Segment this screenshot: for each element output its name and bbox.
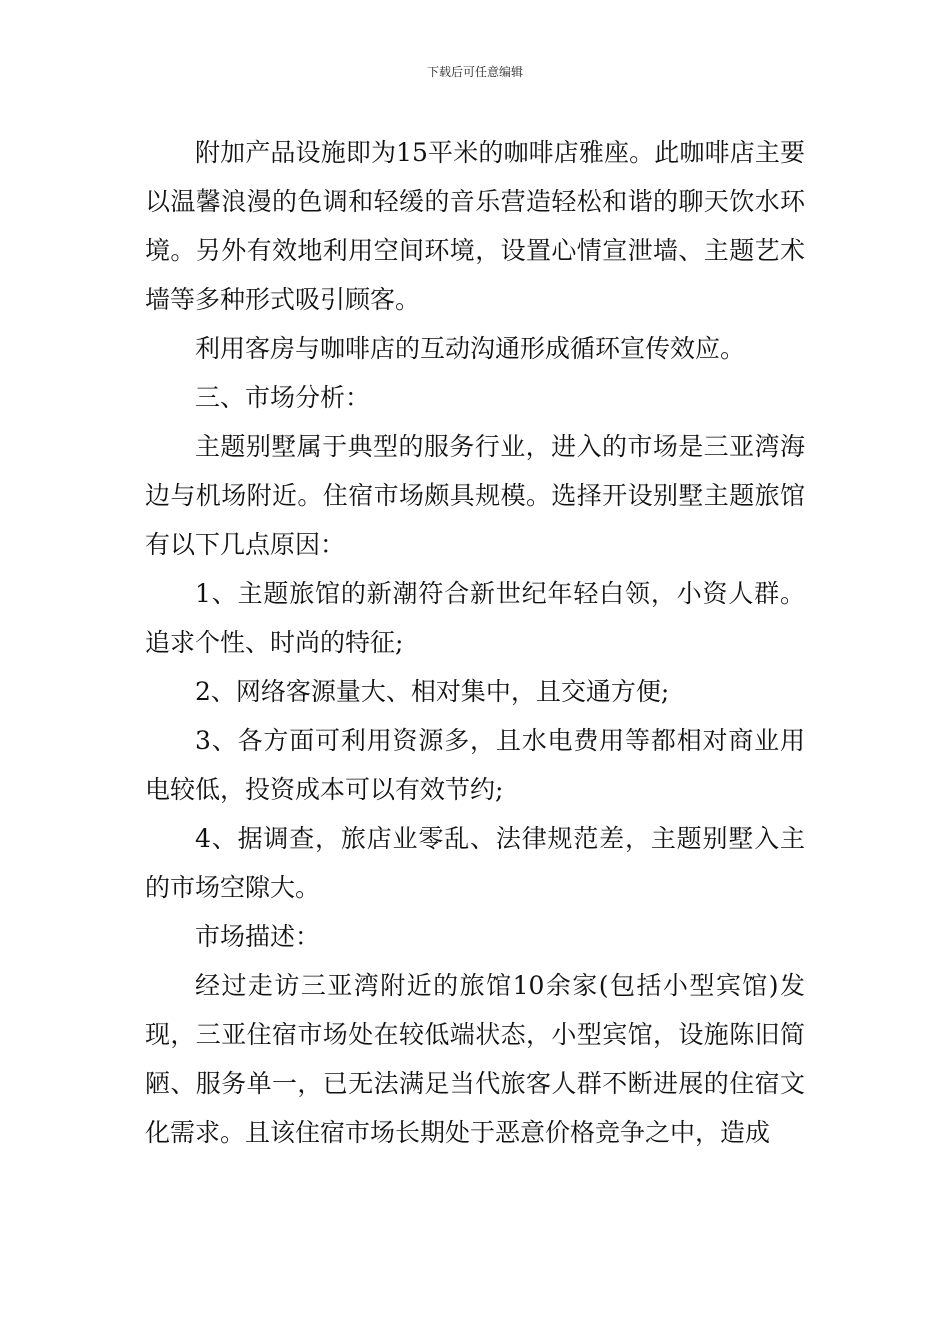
list-item-reason-2: 2、网络客源量大、相对集中，且交通方便;	[195, 677, 670, 706]
paragraph-market-description: 经过走访三亚湾附近的旅馆10余家(包括小型宾馆)发现，三亚住宿市场处在较低端状态，小型宾馆，设施陈旧简陋、服务单一，已无法满足当代旅客人群不断进展的住宿文化需求。且该住宿市场长期处于恶意价格竞争之中，造成	[145, 971, 805, 1147]
page-header: 下载后可任意编辑	[426, 65, 523, 79]
paragraph-promotion: 利用客房与咖啡店的互动沟通形成循环宣传效应。	[195, 334, 746, 363]
list-item-reason-3: 3、各方面可利用资源多，且水电费用等都相对商业用电较低，投资成本可以有效节约;	[145, 726, 805, 804]
list-item-reason-1: 1、主题旅馆的新潮符合新世纪年轻白领，小资人群。追求个性、时尚的特征;	[145, 579, 805, 657]
paragraph-coffee-shop: 附加产品设施即为15平米的咖啡店雅座。此咖啡店主要以温馨浪漫的色调和轻缓的音乐营造轻松和谐的聊天饮水环境。另外有效地利用空间环境，设置心情宣泄墙、主题艺术墙等多种形式吸引顾客。	[145, 138, 805, 314]
paragraph-market-intro: 主题别墅属于典型的服务行业，进入的市场是三亚湾海边与机场附近。住宿市场颇具规模。选择开设别墅主题旅馆有以下几点原因：	[145, 432, 805, 559]
document-body	[145, 128, 805, 1157]
section-heading-market-analysis: 三、市场分析：	[195, 383, 371, 412]
section-heading-market-description: 市场描述：	[195, 922, 321, 951]
list-item-reason-4: 4、据调查，旅店业零乱、法律规范差，主题别墅入主的市场空隙大。	[145, 824, 805, 902]
